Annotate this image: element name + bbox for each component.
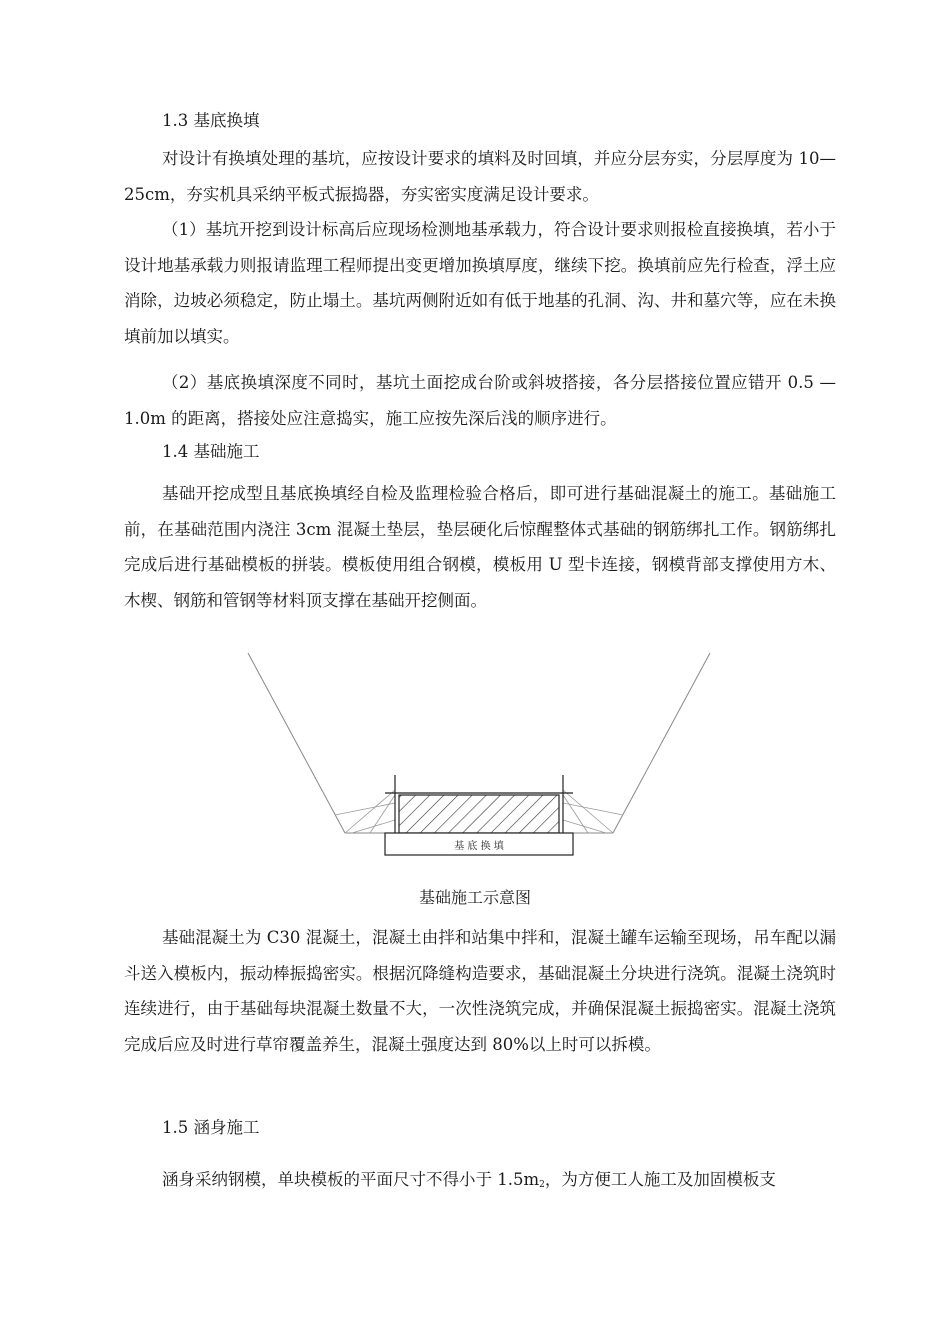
paragraph-1-5-main: 涵身采纳钢模，单块模板的平面尺寸不得小于 1.5m [162, 1170, 540, 1189]
concrete-footing [399, 795, 559, 833]
paragraph-1-3-intro: 对设计有换填处理的基坑，应按设计要求的填料及时回填，并应分层夯实，分层厚度为 10—25cm，夯实机具采纳平板式振捣器，夯实密实度满足设计要求。 [124, 149, 836, 204]
section-heading-1-4: 1.4 基础施工 [162, 442, 260, 461]
paragraph-1-5-tail: ，为方便工人施工及加固模板支 [544, 1170, 776, 1189]
section-heading-1-5: 1.5 涵身施工 [162, 1118, 260, 1137]
paragraph-1-4-concrete: 基础混凝土为 C30 混凝土，混凝土由拌和站集中拌和，混凝土罐车运输至现场，吊车配以漏斗送入模板内，振动棒振捣密实。根据沉降缝构造要求，基础混凝土分块进行浇筑。混凝土浇筑时连续进行，由于基础每块混凝土数量不大，一次性浇筑完成，并确保混凝土振捣密实。混凝土浇筑完成后应及时进行草帘覆盖养生，混凝土强度达到 80%以上时可以拆模。 [124, 928, 836, 1054]
left-slope-line [248, 653, 345, 833]
base-replacement-label: 基 底 换 填 [454, 841, 504, 852]
paragraph-1-3-item-2: （2）基底换填深度不同时，基坑土面挖成台阶或斜坡搭接，各分层搭接位置应错开 0.5 — 1.0m 的距离，搭接处应注意捣实，施工应按先深后浅的顺序进行。 [124, 373, 836, 428]
paragraph-1-5-subscript: 2 [539, 1180, 545, 1190]
foundation-diagram [240, 645, 720, 865]
paragraph-1-3-item-1: （1）基坑开挖到设计标高后应现场检测地基承载力，符合设计要求则报检直接换填，若小于设计地基承载力则报请监理工程师提出变更增加换填厚度，继续下挖。换填前应先行检查，浮土应消除，边坡必须稳定，防止塌土。基坑两侧附近如有低于地基的孔洞、沟、井和墓穴等，应在未换填前加以填实。 [124, 220, 836, 346]
right-slope-line [613, 653, 710, 833]
paragraph-1-4-intro: 基础开挖成型且基底换填经自检及监理检验合格后，即可进行基础混凝土的施工。基础施工前，在基础范围内浇注 3cm 混凝土垫层，垫层硬化后惊醒整体式基础的钢筋绑扎工作。钢筋绑扎完成后进行基础模板的拼装。模板使用组合钢模，模板用 U 型卡连接，钢模背部支撑使用方木、木楔、钢筋和管钢等材料顶支撑在基础开挖侧面。 [124, 484, 836, 610]
figure-caption: 基础施工示意图 [418, 888, 531, 907]
paragraph-1-5-intro [124, 1162, 836, 1204]
section-heading-1-3: 1.3 基底换填 [162, 111, 260, 130]
